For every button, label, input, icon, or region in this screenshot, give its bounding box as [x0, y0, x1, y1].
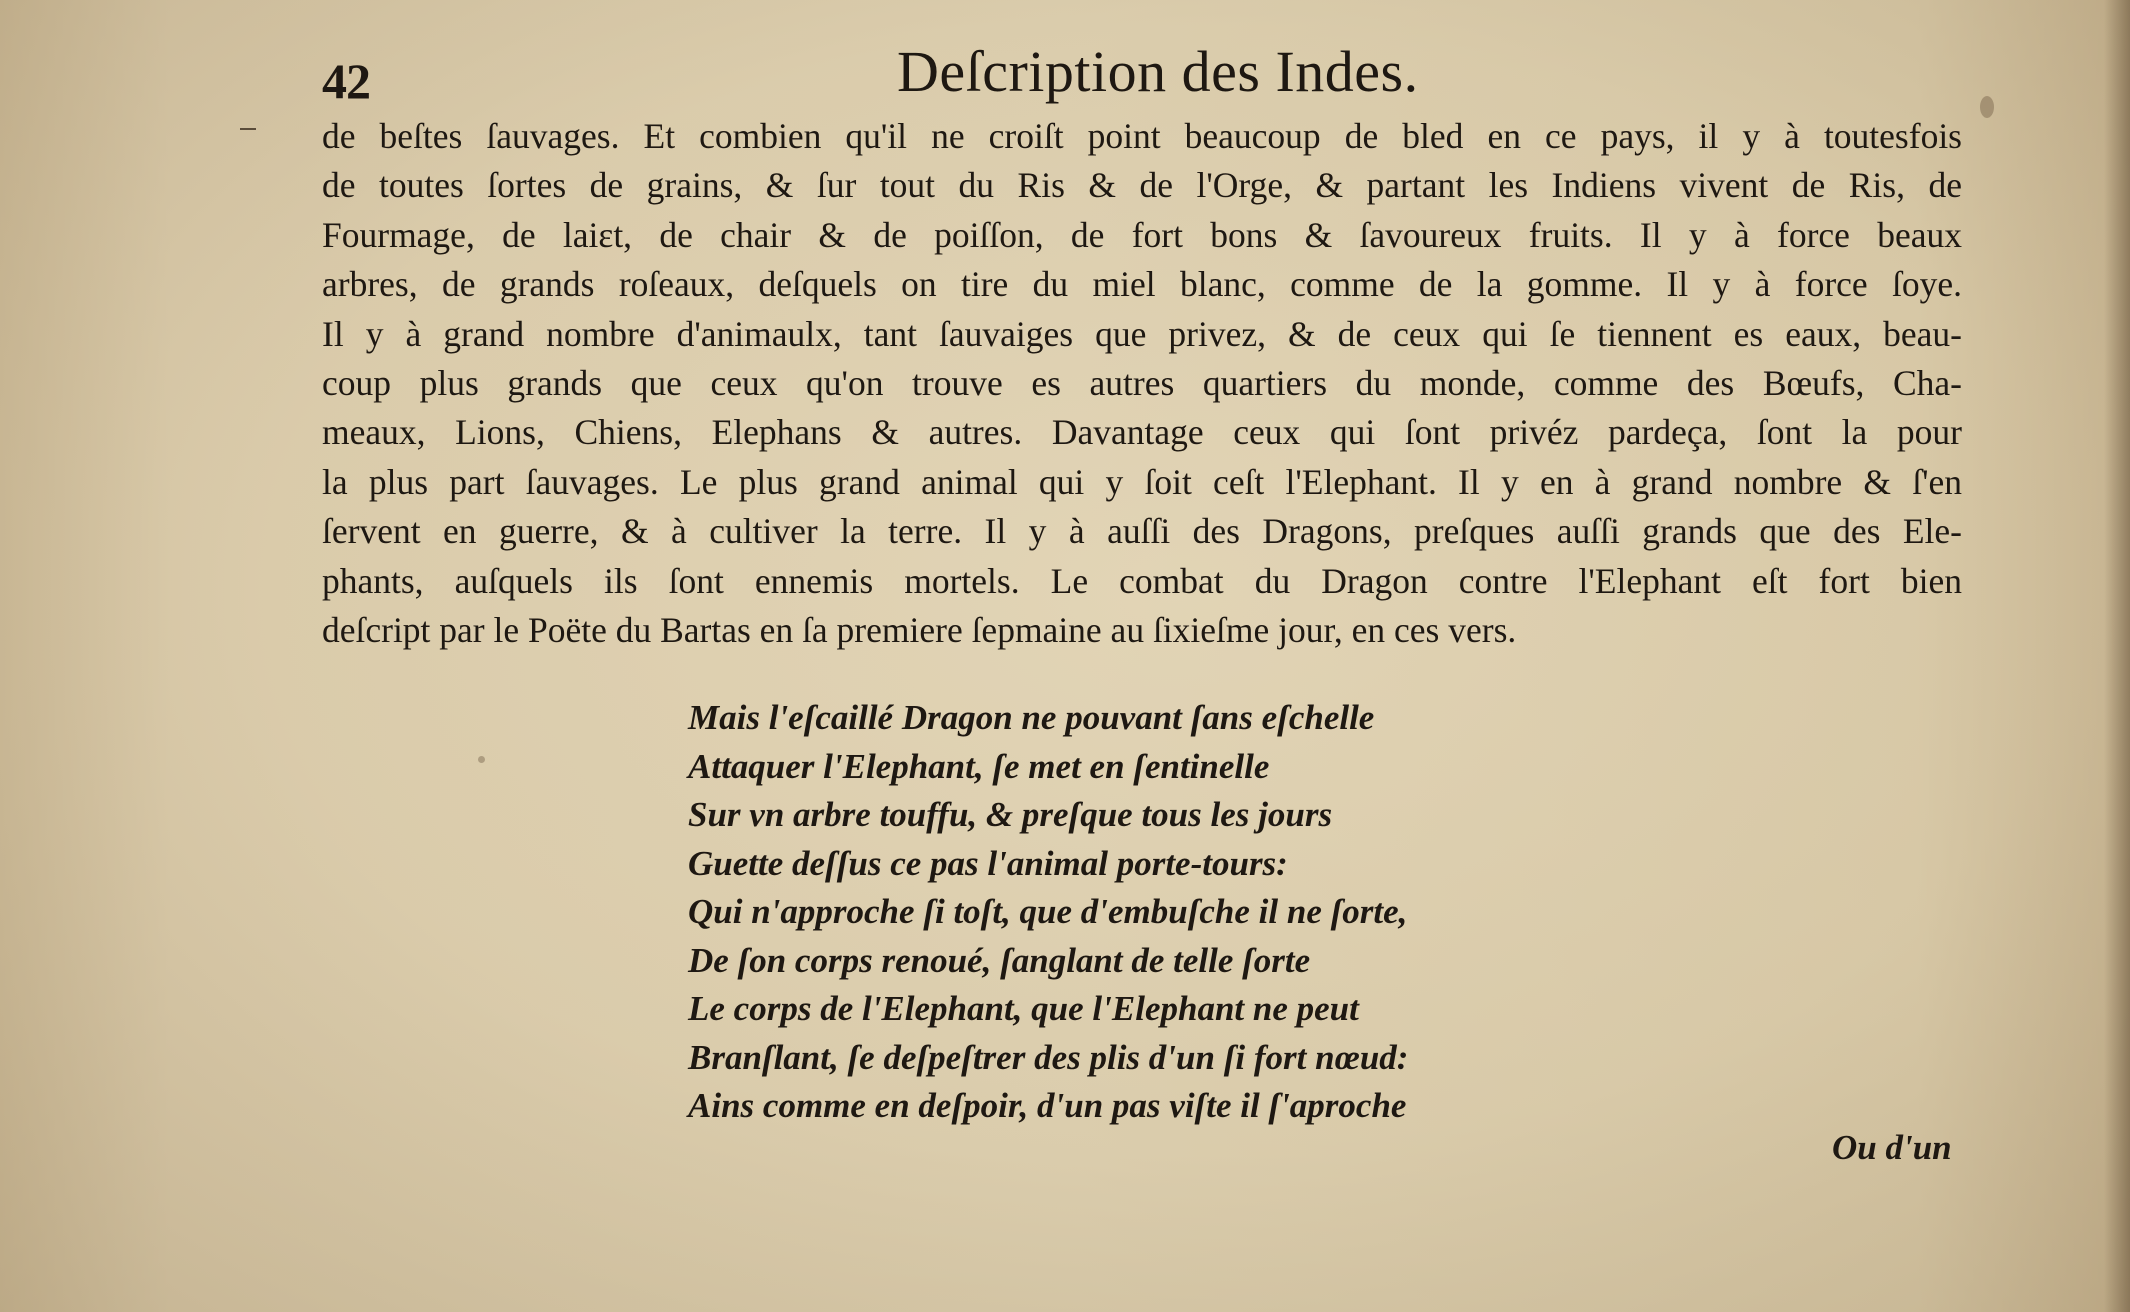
- page-number: 42: [322, 53, 370, 109]
- body-line: phants, auſquels ils ſont ennemis mortels. Le combat du Dragon contre l'Elephant eſt fort bien: [322, 560, 1962, 601]
- verse-line: Sur vn arbre touffu, & preſque tous les jours: [688, 795, 1333, 834]
- body-line: de beſtes ſauvages. Et combien qu'il ne croiſt point beaucoup de bled en ce pays, il y à toutesfois: [322, 116, 1962, 156]
- body-line: meaux, Lions, Chiens, Elephans & autres. Davantage ceux qui ſont privéz pardeça, ſont la pour: [322, 412, 1962, 453]
- body-line: Il y à grand nombre d'animaulx, tant ſauvaiges que privez, & de ceux qui ſe tiennent es eaux, beau-: [322, 313, 1962, 354]
- verse-line: Ains comme en deſpoir, d'un pas viſte il ſ'aproche: [688, 1086, 1407, 1125]
- catchword: Ou d'un: [1832, 1128, 1952, 1167]
- body-line: arbres, de grands roſeaux, deſquels on tire du miel blanc, comme de la gomme. Il y à force ſoye.: [322, 264, 1962, 305]
- verse-block: [688, 694, 1408, 1131]
- verse-line: De ſon corps renoué, ſanglant de telle ſorte: [688, 940, 1311, 980]
- verse-line: Guette deſſus ce pas l'animal porte-tours:: [688, 843, 1288, 883]
- body-line: Fourmage, de laiɛt, de chair & de poiſſon, de fort bons & ſavoureux fruits. Il y à force beaux: [322, 214, 1962, 255]
- body-line: ſervent en guerre, & à cultiver la terre. Il y à auſſi des Dragons, preſques auſſi grands que des Ele-: [322, 511, 1962, 552]
- verse-line: Le corps de l'Elephant, que l'Elephant ne peut: [688, 989, 1359, 1028]
- body-line: la plus part ſauvages. Le plus grand animal qui y ſoit ceſt l'Elephant. Il y en à grand nombre & ſ'en: [322, 461, 1962, 502]
- verse-line: Branſlant, ſe deſpeſtrer des plis d'un ſi fort nœud:: [688, 1037, 1409, 1077]
- running-title: Deſcription des Indes.: [897, 39, 1419, 104]
- body-paragraph: [322, 112, 1962, 655]
- page-edge-shadow: [2104, 0, 2130, 1312]
- ink-speck: [478, 756, 485, 763]
- verse-line: Mais l'eſcaillé Dragon ne pouvant ſans eſchelle: [688, 698, 1375, 737]
- verse-line: Attaquer l'Elephant, ſe met en ſentinelle: [688, 746, 1270, 786]
- ink-stain: [1980, 96, 1994, 118]
- body-line: coup plus grands que ceux qu'on trouve es autres quartiers du monde, comme des Bœufs, Cha-: [322, 363, 1962, 404]
- body-line: deſcript par le Poëte du Bartas en ſa premiere ſepmaine au ſixieſme jour, en ces vers.: [322, 610, 1517, 651]
- body-line: de toutes ſortes de grains, & ſur tout du Ris & de l'Orge, & partant les Indiens vivent de Ris, de: [322, 165, 1962, 206]
- margin-mark: [240, 128, 256, 130]
- verse-line: Qui n'approche ſi toſt, que d'embuſche il ne ſorte,: [688, 892, 1408, 931]
